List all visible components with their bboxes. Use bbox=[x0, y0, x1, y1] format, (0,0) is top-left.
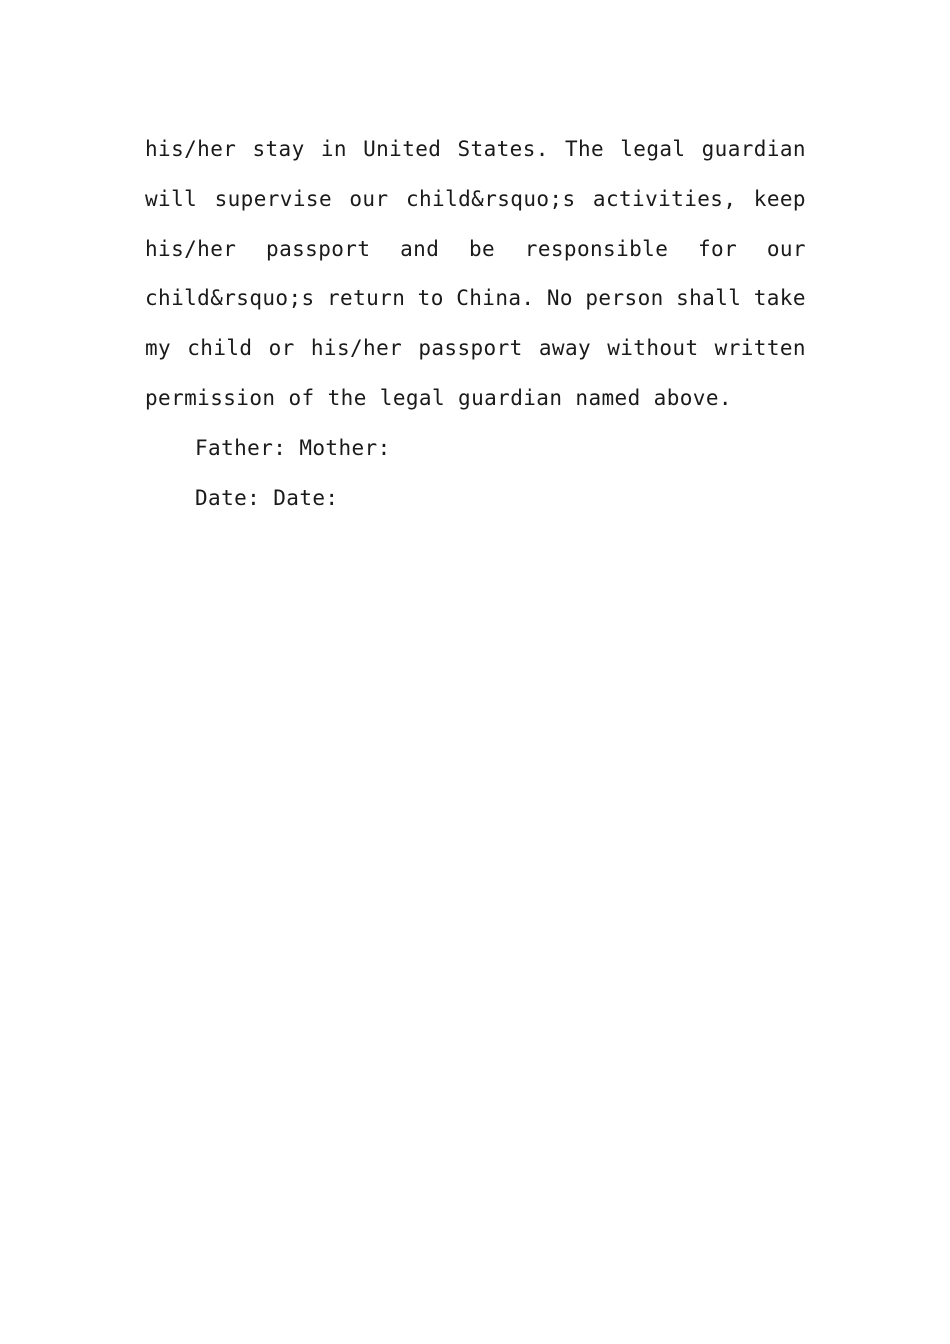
word: his/her bbox=[145, 236, 237, 261]
word: to bbox=[417, 286, 444, 311]
paragraph-line bbox=[145, 225, 806, 275]
word: stay bbox=[252, 137, 305, 161]
word: in bbox=[320, 137, 347, 161]
word: person bbox=[585, 286, 664, 311]
word: States. bbox=[457, 137, 549, 161]
parent-signature-line: Father: Mother: bbox=[195, 435, 391, 460]
word: his/her bbox=[310, 336, 403, 361]
word: our bbox=[349, 186, 389, 211]
word: supervise bbox=[214, 186, 332, 211]
paragraph-last-line: permission of the legal guardian named above. bbox=[145, 385, 732, 410]
word: without bbox=[607, 336, 699, 361]
word: our bbox=[766, 236, 806, 261]
word: China. bbox=[456, 286, 535, 311]
word: child&rsquo;s bbox=[405, 186, 576, 211]
word: away bbox=[538, 336, 592, 361]
word: keep bbox=[753, 186, 806, 211]
word: will bbox=[145, 186, 198, 211]
word: child&rsquo;s bbox=[145, 286, 315, 311]
word: or bbox=[268, 336, 295, 361]
signature-date-line: Date: Date: bbox=[195, 485, 339, 510]
word: and bbox=[400, 236, 440, 261]
word: return bbox=[326, 286, 406, 311]
paragraph-line bbox=[145, 125, 806, 175]
word: be bbox=[468, 236, 496, 261]
paragraph-line bbox=[145, 324, 806, 374]
word: passport bbox=[266, 236, 371, 261]
word: United bbox=[363, 137, 442, 161]
word: responsible bbox=[524, 236, 669, 261]
word: No bbox=[546, 286, 573, 311]
word: shall bbox=[676, 286, 742, 311]
word: for bbox=[697, 236, 738, 261]
word: legal bbox=[620, 137, 686, 161]
word: guardian bbox=[701, 137, 806, 161]
word: take bbox=[753, 286, 806, 311]
word: activities, bbox=[592, 186, 737, 211]
paragraph-line bbox=[145, 175, 806, 225]
word: child bbox=[187, 336, 253, 361]
paragraph-line bbox=[145, 274, 806, 324]
word: my bbox=[145, 336, 172, 361]
word: his/her bbox=[145, 137, 237, 161]
word: The bbox=[564, 137, 605, 161]
word: passport bbox=[418, 336, 523, 361]
consent-letter-body bbox=[145, 125, 806, 523]
word: written bbox=[714, 336, 806, 361]
